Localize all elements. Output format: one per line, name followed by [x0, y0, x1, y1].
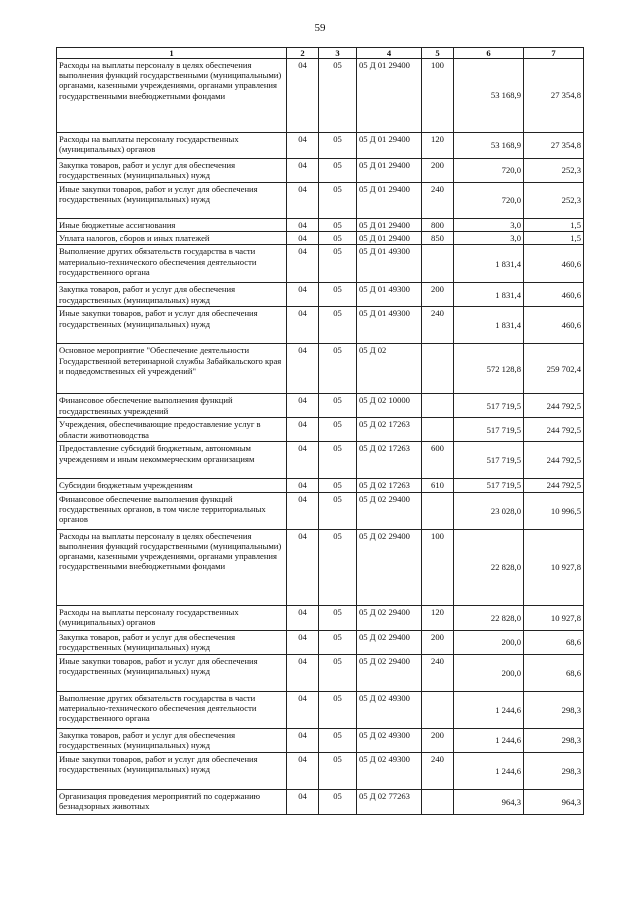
row-name: Иные закупки товаров, работ и услуг для обеспечения государственных (муниципальных) нужд	[57, 654, 287, 691]
amount-plan: 22 828,0	[454, 605, 524, 630]
section-code: 04	[287, 630, 319, 654]
amount-plan: 517 719,5	[454, 394, 524, 418]
row-name: Расходы на выплаты персоналу государственных (муниципальных) органов	[57, 133, 287, 159]
amount-executed: 244 792,5	[524, 479, 584, 492]
column-header: 5	[422, 48, 454, 59]
section-code: 04	[287, 133, 319, 159]
subsection-code: 05	[319, 654, 357, 691]
table-row	[57, 232, 584, 245]
amount-plan: 572 128,8	[454, 344, 524, 394]
section-code: 04	[287, 394, 319, 418]
row-name: Иные бюджетные ассигнования	[57, 219, 287, 232]
amount-executed: 10 927,8	[524, 605, 584, 630]
subsection-code: 05	[319, 492, 357, 529]
expense-type: 240	[422, 307, 454, 344]
amount-executed: 27 354,8	[524, 59, 584, 133]
target-article: 05 Д 01 29400	[357, 133, 422, 159]
subsection-code: 05	[319, 630, 357, 654]
budget-table	[56, 47, 584, 815]
section-code: 04	[287, 789, 319, 814]
subsection-code: 05	[319, 691, 357, 728]
amount-plan: 53 168,9	[454, 133, 524, 159]
subsection-code: 05	[319, 479, 357, 492]
subsection-code: 05	[319, 159, 357, 183]
target-article: 05 Д 02 77263	[357, 789, 422, 814]
target-article: 05 Д 02 49300	[357, 728, 422, 752]
subsection-code: 05	[319, 728, 357, 752]
subsection-code: 05	[319, 789, 357, 814]
target-article: 05 Д 01 29400	[357, 159, 422, 183]
row-name: Выполнение других обязательств государства в части материально-технического обеспечения деятельности государственного органа	[57, 245, 287, 283]
expense-type	[422, 789, 454, 814]
row-name: Выполнение других обязательств государства в части материально-технического обеспечения деятельности государственного органа	[57, 691, 287, 728]
amount-plan: 517 719,5	[454, 479, 524, 492]
target-article: 05 Д 01 49300	[357, 307, 422, 344]
row-name: Учреждения, обеспечивающие предоставление услуг в области животноводства	[57, 418, 287, 442]
section-code: 04	[287, 691, 319, 728]
amount-plan: 3,0	[454, 232, 524, 245]
section-code: 04	[287, 442, 319, 479]
expense-type: 240	[422, 183, 454, 219]
row-name: Закупка товаров, работ и услуг для обеспечения государственных (муниципальных) нужд	[57, 630, 287, 654]
column-header: 6	[454, 48, 524, 59]
expense-type: 200	[422, 630, 454, 654]
subsection-code: 05	[319, 605, 357, 630]
table-row	[57, 752, 584, 789]
section-code: 04	[287, 219, 319, 232]
amount-plan: 517 719,5	[454, 442, 524, 479]
subsection-code: 05	[319, 283, 357, 307]
row-name: Закупка товаров, работ и услуг для обеспечения государственных (муниципальных) нужд	[57, 283, 287, 307]
target-article: 05 Д 02 17263	[357, 418, 422, 442]
target-article: 05 Д 02 49300	[357, 752, 422, 789]
target-article: 05 Д 02	[357, 344, 422, 394]
section-code: 04	[287, 344, 319, 394]
table-row	[57, 789, 584, 814]
table-row	[57, 418, 584, 442]
amount-plan: 1 831,4	[454, 283, 524, 307]
amount-executed: 244 792,5	[524, 418, 584, 442]
table-body	[57, 59, 584, 815]
expense-type: 200	[422, 283, 454, 307]
section-code: 04	[287, 59, 319, 133]
target-article: 05 Д 02 29400	[357, 630, 422, 654]
expense-type: 100	[422, 529, 454, 605]
amount-executed: 1,5	[524, 232, 584, 245]
amount-executed: 27 354,8	[524, 133, 584, 159]
section-code: 04	[287, 245, 319, 283]
expense-type: 600	[422, 442, 454, 479]
amount-executed: 244 792,5	[524, 442, 584, 479]
section-code: 04	[287, 232, 319, 245]
amount-executed: 298,3	[524, 691, 584, 728]
target-article: 05 Д 01 49300	[357, 283, 422, 307]
target-article: 05 Д 02 29400	[357, 529, 422, 605]
column-header: 1	[57, 48, 287, 59]
section-code: 04	[287, 307, 319, 344]
target-article: 05 Д 02 29400	[357, 605, 422, 630]
amount-executed: 244 792,5	[524, 394, 584, 418]
table-row	[57, 728, 584, 752]
amount-plan: 1 244,6	[454, 752, 524, 789]
expense-type: 240	[422, 752, 454, 789]
subsection-code: 05	[319, 418, 357, 442]
row-name: Иные закупки товаров, работ и услуг для обеспечения государственных (муниципальных) нужд	[57, 752, 287, 789]
subsection-code: 05	[319, 442, 357, 479]
expense-type: 240	[422, 654, 454, 691]
amount-plan: 720,0	[454, 159, 524, 183]
amount-executed: 10 927,8	[524, 529, 584, 605]
target-article: 05 Д 02 10000	[357, 394, 422, 418]
amount-plan: 53 168,9	[454, 59, 524, 133]
section-code: 04	[287, 479, 319, 492]
page-number: 59	[314, 22, 326, 34]
row-name: Уплата налогов, сборов и иных платежей	[57, 232, 287, 245]
subsection-code: 05	[319, 394, 357, 418]
expense-type: 610	[422, 479, 454, 492]
amount-executed: 1,5	[524, 219, 584, 232]
expense-type: 800	[422, 219, 454, 232]
row-name: Основное мероприятие "Обеспечение деятельности Государственной ветеринарной службы Забайкальского края и подведомственных ей учреждений"	[57, 344, 287, 394]
amount-executed: 252,3	[524, 159, 584, 183]
expense-type: 200	[422, 728, 454, 752]
table-row	[57, 605, 584, 630]
table-row	[57, 344, 584, 394]
section-code: 04	[287, 529, 319, 605]
row-name: Финансовое обеспечение выполнения функций государственных учреждений	[57, 394, 287, 418]
amount-plan: 1 244,6	[454, 728, 524, 752]
subsection-code: 05	[319, 219, 357, 232]
row-name: Иные закупки товаров, работ и услуг для обеспечения государственных (муниципальных) нужд	[57, 307, 287, 344]
expense-type	[422, 691, 454, 728]
table-row	[57, 654, 584, 691]
expense-type: 120	[422, 605, 454, 630]
target-article: 05 Д 01 29400	[357, 183, 422, 219]
amount-executed: 460,6	[524, 307, 584, 344]
expense-type	[422, 344, 454, 394]
amount-executed: 964,3	[524, 789, 584, 814]
header-row	[57, 48, 584, 59]
row-name: Предоставление субсидий бюджетным, автономным учреждениям и иным некоммерческим организациям	[57, 442, 287, 479]
table-row	[57, 307, 584, 344]
section-code: 04	[287, 728, 319, 752]
subsection-code: 05	[319, 245, 357, 283]
table-row	[57, 529, 584, 605]
target-article: 05 Д 02 17263	[357, 479, 422, 492]
amount-plan: 1 831,4	[454, 245, 524, 283]
row-name: Иные закупки товаров, работ и услуг для обеспечения государственных (муниципальных) нужд	[57, 183, 287, 219]
row-name: Расходы на выплаты персоналу государственных (муниципальных) органов	[57, 605, 287, 630]
target-article: 05 Д 02 29400	[357, 654, 422, 691]
amount-executed: 10 996,5	[524, 492, 584, 529]
row-name: Расходы на выплаты персоналу в целях обеспечения выполнения функций государственными (муниципальными) органами, казенными учреждениями, органами управления государственными внебюджетными фондами	[57, 529, 287, 605]
table-row	[57, 59, 584, 133]
column-header: 2	[287, 48, 319, 59]
amount-executed: 68,6	[524, 630, 584, 654]
table-row	[57, 219, 584, 232]
amount-executed: 298,3	[524, 728, 584, 752]
target-article: 05 Д 02 29400	[357, 492, 422, 529]
amount-executed: 68,6	[524, 654, 584, 691]
section-code: 04	[287, 418, 319, 442]
amount-plan: 3,0	[454, 219, 524, 232]
amount-executed: 298,3	[524, 752, 584, 789]
section-code: 04	[287, 654, 319, 691]
expense-type: 850	[422, 232, 454, 245]
table-row	[57, 183, 584, 219]
subsection-code: 05	[319, 344, 357, 394]
subsection-code: 05	[319, 133, 357, 159]
expense-type: 100	[422, 59, 454, 133]
amount-plan: 964,3	[454, 789, 524, 814]
amount-plan: 200,0	[454, 630, 524, 654]
table-row	[57, 691, 584, 728]
section-code: 04	[287, 605, 319, 630]
table-row	[57, 442, 584, 479]
amount-plan: 517 719,5	[454, 418, 524, 442]
subsection-code: 05	[319, 529, 357, 605]
section-code: 04	[287, 492, 319, 529]
expense-type	[422, 245, 454, 283]
section-code: 04	[287, 183, 319, 219]
expense-type	[422, 394, 454, 418]
subsection-code: 05	[319, 232, 357, 245]
section-code: 04	[287, 159, 319, 183]
target-article: 05 Д 02 49300	[357, 691, 422, 728]
target-article: 05 Д 01 49300	[357, 245, 422, 283]
amount-executed: 460,6	[524, 283, 584, 307]
table-row	[57, 479, 584, 492]
row-name: Закупка товаров, работ и услуг для обеспечения государственных (муниципальных) нужд	[57, 728, 287, 752]
expense-type: 120	[422, 133, 454, 159]
column-header: 4	[357, 48, 422, 59]
target-article: 05 Д 01 29400	[357, 232, 422, 245]
amount-plan: 720,0	[454, 183, 524, 219]
table-row	[57, 283, 584, 307]
expense-type	[422, 492, 454, 529]
target-article: 05 Д 01 29400	[357, 219, 422, 232]
subsection-code: 05	[319, 752, 357, 789]
amount-plan: 23 028,0	[454, 492, 524, 529]
amount-plan: 1 244,6	[454, 691, 524, 728]
amount-plan: 22 828,0	[454, 529, 524, 605]
row-name: Субсидии бюджетным учреждениям	[57, 479, 287, 492]
row-name: Закупка товаров, работ и услуг для обеспечения государственных (муниципальных) нужд	[57, 159, 287, 183]
row-name: Расходы на выплаты персоналу в целях обеспечения выполнения функций государственными (муниципальными) органами, казенными учреждениями, органами управления государственными внебюджетными фондами	[57, 59, 287, 133]
table-row	[57, 630, 584, 654]
table-row	[57, 159, 584, 183]
amount-plan: 1 831,4	[454, 307, 524, 344]
expense-type: 200	[422, 159, 454, 183]
table-row	[57, 492, 584, 529]
amount-executed: 252,3	[524, 183, 584, 219]
row-name: Финансовое обеспечение выполнения функций государственных органов, в том числе территориальных органов	[57, 492, 287, 529]
target-article: 05 Д 02 17263	[357, 442, 422, 479]
table-row	[57, 133, 584, 159]
section-code: 04	[287, 283, 319, 307]
column-header: 3	[319, 48, 357, 59]
table-row	[57, 394, 584, 418]
section-code: 04	[287, 752, 319, 789]
amount-plan: 200,0	[454, 654, 524, 691]
subsection-code: 05	[319, 307, 357, 344]
amount-executed: 460,6	[524, 245, 584, 283]
subsection-code: 05	[319, 183, 357, 219]
row-name: Организация проведения мероприятий по содержанию безнадзорных животных	[57, 789, 287, 814]
amount-executed: 259 702,4	[524, 344, 584, 394]
table-row	[57, 245, 584, 283]
subsection-code: 05	[319, 59, 357, 133]
expense-type	[422, 418, 454, 442]
column-header: 7	[524, 48, 584, 59]
target-article: 05 Д 01 29400	[357, 59, 422, 133]
